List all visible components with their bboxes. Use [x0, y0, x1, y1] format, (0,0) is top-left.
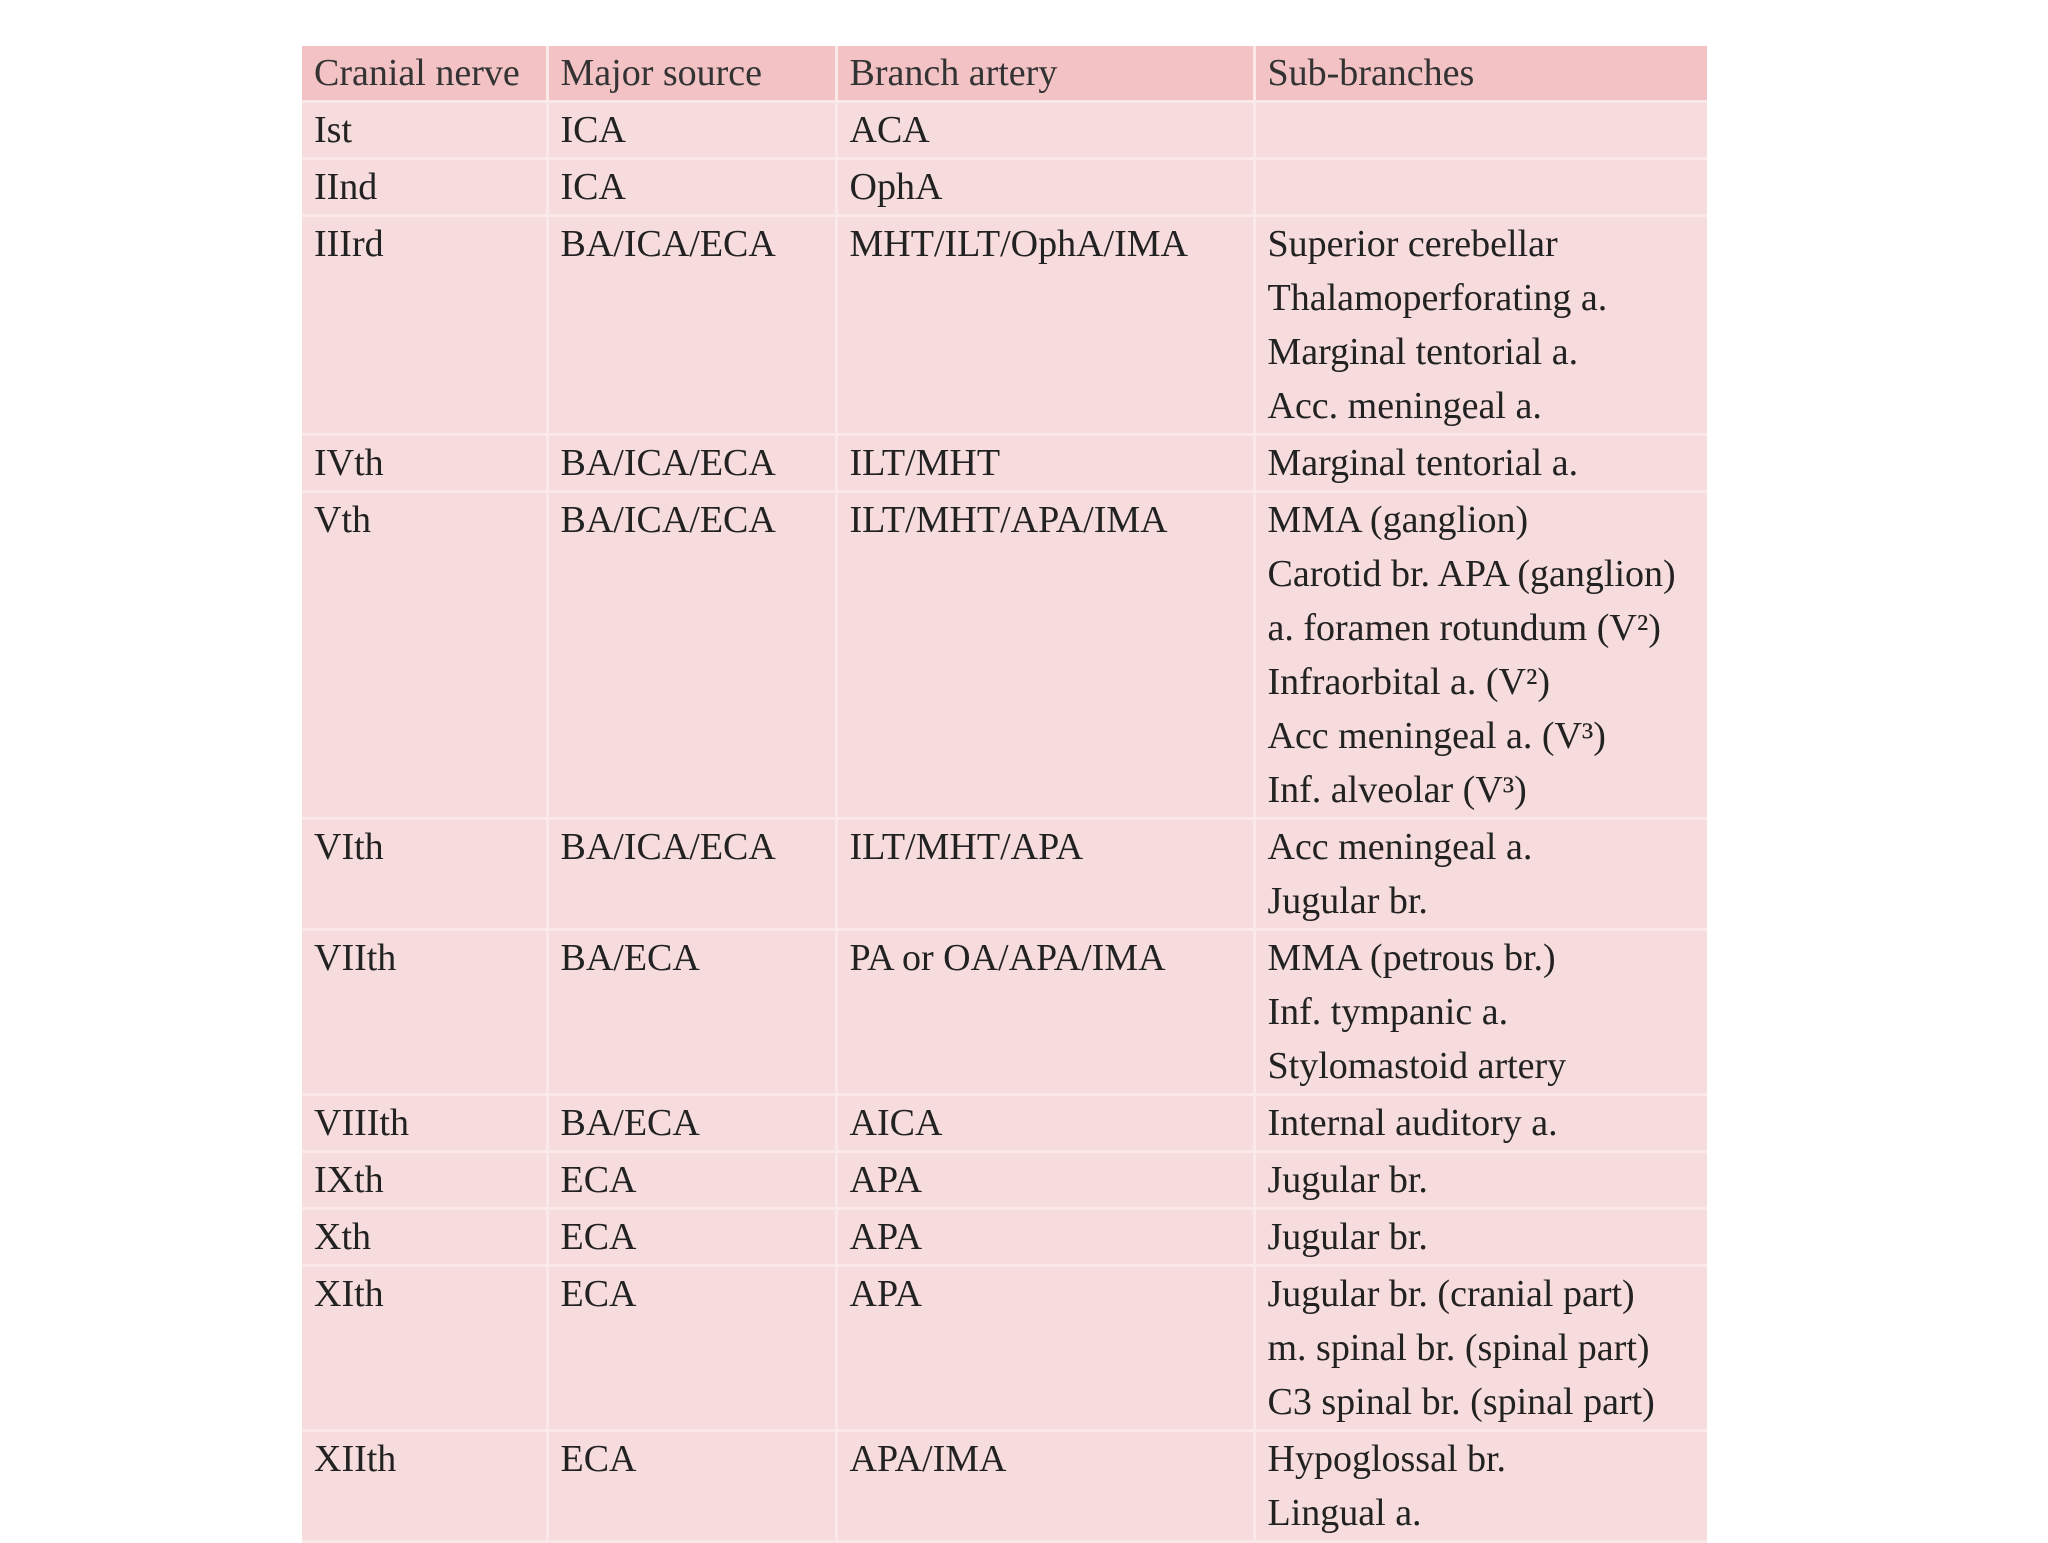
sub-branch-item: Stylomastoid artery	[1267, 1045, 1567, 1087]
cell-major-source: ECA	[547, 1266, 836, 1431]
sub-branch-item: Marginal tentorial a.	[1267, 331, 1579, 373]
sub-branch-item: Inf. tympanic a.	[1267, 991, 1509, 1033]
cell-major-source: BA/ECA	[547, 1095, 836, 1152]
cell-cranial-nerve: Ist	[302, 102, 547, 159]
cell-major-source: BA/ICA/ECA	[547, 435, 836, 492]
sub-branch-item: Acc meningeal a.	[1267, 826, 1533, 868]
sub-branch-item: Infraorbital a. (V²)	[1267, 661, 1551, 703]
table-body	[302, 102, 1707, 1542]
sub-branch-empty	[1268, 160, 1708, 214]
header-sub-branches: Sub-branches	[1254, 46, 1707, 102]
sub-branch-item: MMA (ganglion)	[1267, 499, 1529, 541]
cell-branch-artery: OphA	[836, 159, 1254, 216]
sub-branch-item: Jugular br.	[1267, 1159, 1428, 1201]
cell-major-source: BA/ICA/ECA	[547, 216, 836, 435]
cell-branch-artery: MHT/ILT/OphA/IMA	[836, 216, 1254, 435]
cranial-nerve-table	[302, 46, 1707, 1543]
cell-sub-branches	[1254, 159, 1707, 216]
sub-branch-item: Jugular br.	[1267, 880, 1428, 922]
cell-sub-branches	[1254, 435, 1707, 492]
cell-cranial-nerve: IXth	[302, 1152, 547, 1209]
cell-cranial-nerve: IInd	[302, 159, 547, 216]
table-row	[302, 216, 1707, 435]
sub-branch-item: Inf. alveolar (V³)	[1267, 769, 1527, 811]
cell-sub-branches	[1254, 102, 1707, 159]
cell-cranial-nerve: VIIth	[302, 930, 547, 1095]
cell-sub-branches	[1254, 1095, 1707, 1152]
table-header	[302, 46, 1707, 102]
sub-branch-item: Acc. meningeal a.	[1267, 385, 1542, 427]
cell-branch-artery: APA	[836, 1152, 1254, 1209]
cell-branch-artery: APA	[836, 1266, 1254, 1431]
table-row	[302, 819, 1707, 930]
sub-branch-item: m. spinal br. (spinal part)	[1267, 1327, 1650, 1369]
cell-branch-artery: ILT/MHT/APA/IMA	[836, 492, 1254, 819]
header-branch-artery: Branch artery	[836, 46, 1254, 102]
cell-branch-artery: APA/IMA	[836, 1431, 1254, 1542]
cell-major-source: BA/ICA/ECA	[547, 492, 836, 819]
sub-branch-item: MMA (petrous br.)	[1267, 937, 1556, 979]
cell-branch-artery: ILT/MHT/APA	[836, 819, 1254, 930]
cell-sub-branches	[1254, 930, 1707, 1095]
cell-cranial-nerve: VIIIth	[302, 1095, 547, 1152]
table-row	[302, 1209, 1707, 1266]
table-row	[302, 1152, 1707, 1209]
table-row	[302, 435, 1707, 492]
sub-branch-item: Internal auditory a.	[1267, 1102, 1558, 1144]
table-row	[302, 159, 1707, 216]
header-row	[302, 46, 1707, 102]
cell-major-source: BA/ICA/ECA	[547, 819, 836, 930]
cell-sub-branches	[1254, 1431, 1707, 1542]
table-row	[302, 492, 1707, 819]
cell-sub-branches	[1254, 1152, 1707, 1209]
cell-major-source: ECA	[547, 1152, 836, 1209]
table-row	[302, 930, 1707, 1095]
cell-branch-artery: APA	[836, 1209, 1254, 1266]
sub-branch-item: a. foramen rotundum (V²)	[1267, 607, 1661, 649]
sub-branch-item: Lingual a.	[1267, 1492, 1422, 1534]
cranial-nerve-table-container	[302, 46, 1707, 1543]
cell-cranial-nerve: IVth	[302, 435, 547, 492]
table-row	[302, 1266, 1707, 1431]
table-row	[302, 102, 1707, 159]
table-row	[302, 1431, 1707, 1542]
cell-cranial-nerve: VIth	[302, 819, 547, 930]
cell-major-source: ECA	[547, 1431, 836, 1542]
sub-branch-item: Acc meningeal a. (V³)	[1267, 715, 1606, 757]
sub-branch-item: C3 spinal br. (spinal part)	[1267, 1381, 1655, 1423]
sub-branch-item: Superior cerebellar	[1267, 223, 1558, 265]
cell-major-source: ICA	[547, 102, 836, 159]
sub-branch-item: Jugular br. (cranial part)	[1267, 1273, 1635, 1315]
cell-branch-artery: PA or OA/APA/IMA	[836, 930, 1254, 1095]
cell-cranial-nerve: XIth	[302, 1266, 547, 1431]
header-cranial-nerve: Cranial nerve	[302, 46, 547, 102]
cell-cranial-nerve: Vth	[302, 492, 547, 819]
cell-cranial-nerve: XIIth	[302, 1431, 547, 1542]
table-row	[302, 1095, 1707, 1152]
cell-sub-branches	[1254, 819, 1707, 930]
cell-cranial-nerve: Xth	[302, 1209, 547, 1266]
sub-branch-item: Jugular br.	[1267, 1216, 1428, 1258]
sub-branch-item: Carotid br. APA (ganglion)	[1267, 553, 1676, 595]
cell-branch-artery: ILT/MHT	[836, 435, 1254, 492]
sub-branch-empty	[1268, 103, 1708, 157]
sub-branch-item: Marginal tentorial a.	[1267, 442, 1579, 484]
cell-sub-branches	[1254, 1266, 1707, 1431]
cell-cranial-nerve: IIIrd	[302, 216, 547, 435]
cell-major-source: ECA	[547, 1209, 836, 1266]
sub-branch-item: Hypoglossal br.	[1267, 1438, 1507, 1480]
cell-sub-branches	[1254, 216, 1707, 435]
cell-major-source: BA/ECA	[547, 930, 836, 1095]
sub-branch-item: Thalamoperforating a.	[1267, 277, 1608, 319]
header-major-source: Major source	[547, 46, 836, 102]
cell-branch-artery: ACA	[836, 102, 1254, 159]
cell-sub-branches	[1254, 492, 1707, 819]
cell-major-source: ICA	[547, 159, 836, 216]
cell-sub-branches	[1254, 1209, 1707, 1266]
cell-branch-artery: AICA	[836, 1095, 1254, 1152]
